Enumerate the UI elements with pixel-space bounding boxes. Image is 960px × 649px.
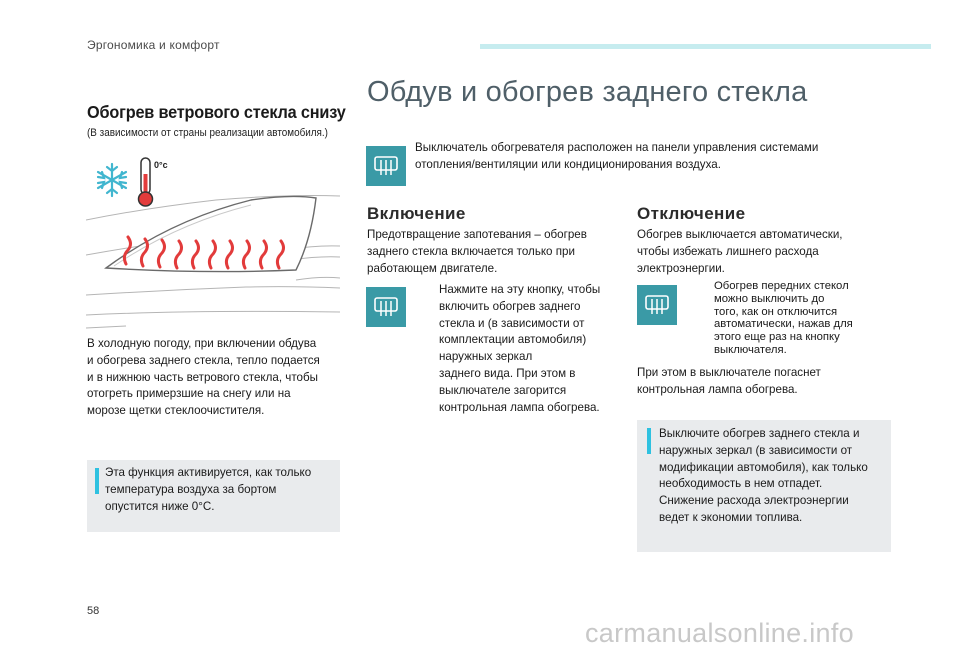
switch-off-after: При этом в выключателе погаснет контрольная лампа обогрева. (637, 366, 821, 396)
left-note: Эта функция активируется, как только температура воздуха за бортом опустится ниже 0°C. (87, 460, 340, 532)
section-title: Эргономика и комфорт (87, 38, 220, 52)
switch-on-text: Предотвращение запотевания – обогрев заднего стекла включается только при работающем двигателе. (367, 228, 587, 275)
note-marker (647, 428, 651, 454)
intro-text: Выключатель обогревателя расположен на панели управления системами отопления/вентиляции или кондиционирования воздуха. (415, 141, 819, 171)
left-body: В холодную погоду, при включении обдува и обогрева заднего стекла, тепло подается и в нижнюю часть ветрового стекла, чтобы отогреть примерзшие на снегу или на морозе щетки стеклоочистителя. (87, 337, 320, 418)
snowflake-icon (98, 164, 126, 196)
watermark: carmanualsonline.info (585, 618, 854, 648)
left-subtitle: (В зависимости от страны реализации автомобиля.) (87, 127, 328, 139)
switch-off-text: Обогрев выключается автоматически, чтобы избежать лишнего расхода электроэнергии. (637, 228, 843, 275)
windscreen-drawing (86, 150, 340, 330)
page-title: Обдув и обогрев заднего стекла (367, 76, 808, 108)
note-marker (95, 468, 99, 494)
switch-on-heading: Включение (367, 204, 466, 223)
left-heading: Обогрев ветрового стекла снизу (87, 102, 346, 122)
header-accent-bar (480, 44, 931, 49)
windscreen-illustration (86, 150, 340, 330)
switch-on-step: Нажмите на эту кнопку, чтобы включить обогрев заднего стекла и (в зависимости от комплектации автомобиля) наружных зеркал заднего вида. При этом в выключателе загорится контрольная лампа обогрева. (439, 283, 601, 414)
rear-defrost-icon (637, 285, 677, 325)
thermometer-icon (139, 158, 153, 206)
rear-defrost-icon (366, 287, 406, 327)
right-note: Выключите обогрев заднего стекла и наружных зеркал (в зависимости от модификации автомобиля), как только необходимость в нем отпадет. Снижение расхода электроэнергии ведет к экономии топлива. (637, 420, 891, 552)
page-number: 58 (87, 605, 100, 617)
switch-off-heading: Отключение (637, 204, 746, 223)
temp-label: 0°c (154, 160, 168, 170)
rear-defrost-icon (366, 146, 406, 186)
switch-off-step: Обогрев передних стекол можно выключить до того, как он отключится автоматически, нажав для этого еще раз на кнопку выключателя. (714, 280, 853, 356)
